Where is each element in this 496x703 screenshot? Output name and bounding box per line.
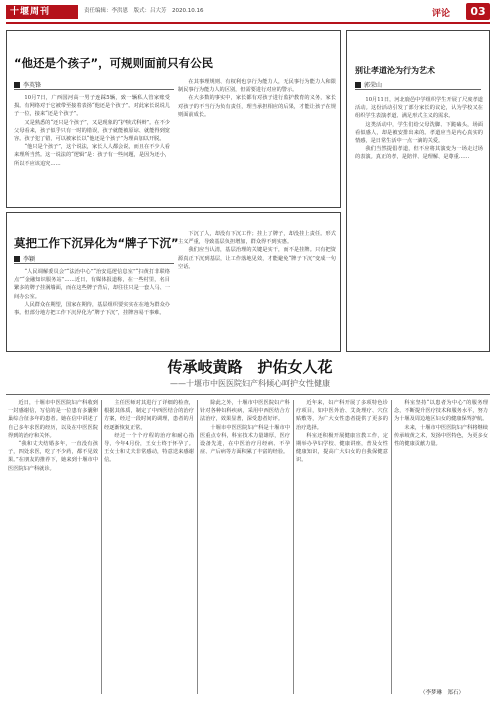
paragraph: 除此之外，十堰市中医医院妇产科针对各种妇科疾病，采用中西医结合方法治疗，效果显著，深受患者好评。 — [200, 400, 290, 423]
column-separator — [197, 400, 198, 694]
paragraph: 科室还积极开展健康宣教工作，定期举办孕妇学校、健康讲座，普及女性健康知识，提高广大妇女的自我保健意识。 — [296, 432, 388, 464]
author-underline — [14, 263, 174, 264]
paragraph: 人民群众在期望，国家在期待，基层组织要实实在在地为群众办事。但部分地方把工作下沉异化为“牌子下沉”，挂牌容易干事难。 — [14, 301, 170, 317]
paragraph: 近年来，妇产科开展了多项特色诊疗项目，如中医外治、艾灸理疗、穴位贴敷等，为广大女性患者提供了更多的治疗选择。 — [296, 400, 388, 431]
feature-col-2 — [104, 399, 194, 695]
author-square-icon — [355, 82, 361, 88]
paragraph: 在大多数的事实中，家长都有对孩子进行监护教育的义务，家长对孩子的不当行为负有责任，理当承担相应的后果，才能让孩子在规则面前成长。 — [178, 95, 336, 118]
column-separator — [391, 400, 392, 694]
paragraph: 经过一个个疗程的治疗和耐心指导，今年4月份，王女士终于怀孕了。王女士和丈夫非常感动，特意送来感谢信。 — [104, 432, 194, 464]
paragraph: 我们应当认清，基层治理的关键是实干，而不是挂牌。只有把资源真正下沉到基层，让工作落地见效，才能避免“牌子下沉”变成一句空话。 — [178, 247, 336, 270]
paragraph: 科室坚持“以患者为中心”的服务理念，不断提升医疗技术和服务水平，努力为十堰及周边地区妇女的健康保驾护航。 — [394, 400, 488, 423]
author-name: 郭荣山 — [364, 82, 383, 89]
author-square-icon — [14, 256, 20, 262]
feature-col-3 — [200, 399, 290, 695]
author-square-icon — [14, 82, 20, 88]
article-2-col — [355, 96, 483, 348]
paragraph: 10月11日，河北鹿邑中学组织学生开展了尺度孝道活动。这份活动引发了部分家长的议论，认为学校又在组织学生表演孝道、满足形式主义的需求。 — [355, 97, 483, 120]
page-number: 03 — [466, 3, 490, 20]
author-underline — [355, 89, 481, 90]
paragraph: 近日，十堰市中医医院妇产科收到一封感谢信，写信的是一位患有多囊卵巢综合征多年的患者。她在信中讲述了自己多年求医的经历，以及在中医医院得到的治疗和关怀。 — [8, 400, 98, 439]
article-1-col-1 — [14, 94, 170, 204]
paragraph: “我和丈夫结婚多年，一直没有孩子，四处求医，吃了不少药，都不见效果。”在朋友的推荐下，她来到十堰市中医医院妇产科就诊。 — [8, 441, 98, 472]
article-3-col-1 — [14, 268, 170, 348]
paragraph: “他只是个孩子”，这个说法，家长人人都会说，而且在不少人看来理所当然。这一说法的“逻辑”是：孩子有一些问题，是因为还小，所以不应该追究…… — [14, 144, 170, 167]
article-3-col-2 — [178, 230, 336, 348]
editor-meta: 责任编辑：李洪恩 版式：吕大芳 2020.10.16 — [84, 8, 204, 14]
paragraph: 又是熟悉的“还只是个孩子”，又是现象的“护犊式科辩”。在不少父母看来，孩子似乎只有一时的错误，孩子就能被原谅、就能得到宽容。孩子犯了错，可以被家长以“他还是个孩子”为理由加以开脱。 — [14, 119, 170, 143]
paragraph: 在其事理规则、有权利也享行为能力人，无民事行为能力人和限制民事行为能力人的区别，但需要进行对应的警示。 — [178, 79, 336, 94]
article-1-col-2 — [178, 78, 336, 204]
feature-subtitle: ——十堰市中医医院妇产科倾心呵护女性健康 — [170, 379, 330, 388]
feature-col-1 — [8, 399, 98, 695]
article-3-title[interactable]: 莫把工作下沉异化为“牌子下沉” — [14, 236, 179, 250]
article-3-author — [14, 254, 35, 263]
paragraph: 10月7日，广西国河高一男子连踩5辆，致一辆私人管家账受损。有网络对于它被带至接着表扬“他还是个孩子”。对此家长说说儿子一位，接来“还是个孩子”。 — [14, 95, 170, 118]
paragraph: 未来，十堰市中医医院妇产科将继续传承岐黄之术，发扬中医特色，为更多女性的健康贡献力量。 — [394, 424, 488, 448]
article-1-author — [14, 80, 41, 89]
article-2-author — [355, 80, 382, 89]
article-1-title[interactable]: “他还是个孩子”，可规则面前只有公民 — [14, 56, 214, 70]
header-rule — [6, 22, 490, 24]
masthead-logo: 十堰周刊 — [6, 5, 78, 19]
article-2-title[interactable]: 别让孝道沦为行为艺术 — [355, 66, 435, 75]
column-separator — [293, 400, 294, 694]
paragraph: 下沉了人，却没有下沉工作；挂上了牌子，却没挂上责任。形式主义严重，导致基层负担增加，群众得不到实惠。 — [178, 231, 336, 246]
author-name: 李颖 — [23, 256, 36, 263]
paragraph: 主任医师对其进行了详细的检查，根据其体质，制定了中西医结合的治疗方案，经过一段时间的调理，患者的月经逐渐恢复正常。 — [104, 400, 194, 431]
author-name: 李英锋 — [23, 82, 42, 89]
paragraph: “人民调解委员会”“法治中心”“治安巡逻信息室”“扫黄打非联络点”“金融知识服务站”……近日，有媒体报道称，在一些村里，名目繁多的牌子挂满墙面，而在这些牌子背后，却往往只是一套人马、一间办公室。 — [14, 269, 170, 300]
column-separator — [101, 400, 102, 694]
section-title: 评论 — [432, 9, 451, 19]
feature-title[interactable]: 传承岐黄路 护佑女人花 — [167, 358, 333, 376]
feature-col-4 — [296, 399, 388, 695]
paragraph: 这类活动中，学生们给父母洗脚、下跪磕头，场面看似感人，却是被安排出来的。孝道应当是内心真实的情感，是日常生活中一点一滴的关爱。 — [355, 121, 483, 145]
feature-rule — [6, 394, 490, 395]
feature-col-5 — [394, 399, 488, 683]
feature-signature: （李梦琳 郑石） — [420, 690, 465, 696]
author-underline — [14, 89, 174, 90]
paragraph: 我们当然提倡孝道，但不应将其演变为一场走过场的表演。真正的孝，是陪伴、是理解、是尊重…… — [355, 146, 483, 161]
paragraph: 十堰市中医医院妇产科是十堰市中医重点专科，科室技术力量雄厚，医疗设备先进，在中医治疗月经病、不孕症、产后病等方面积累了丰富的经验。 — [200, 424, 290, 456]
